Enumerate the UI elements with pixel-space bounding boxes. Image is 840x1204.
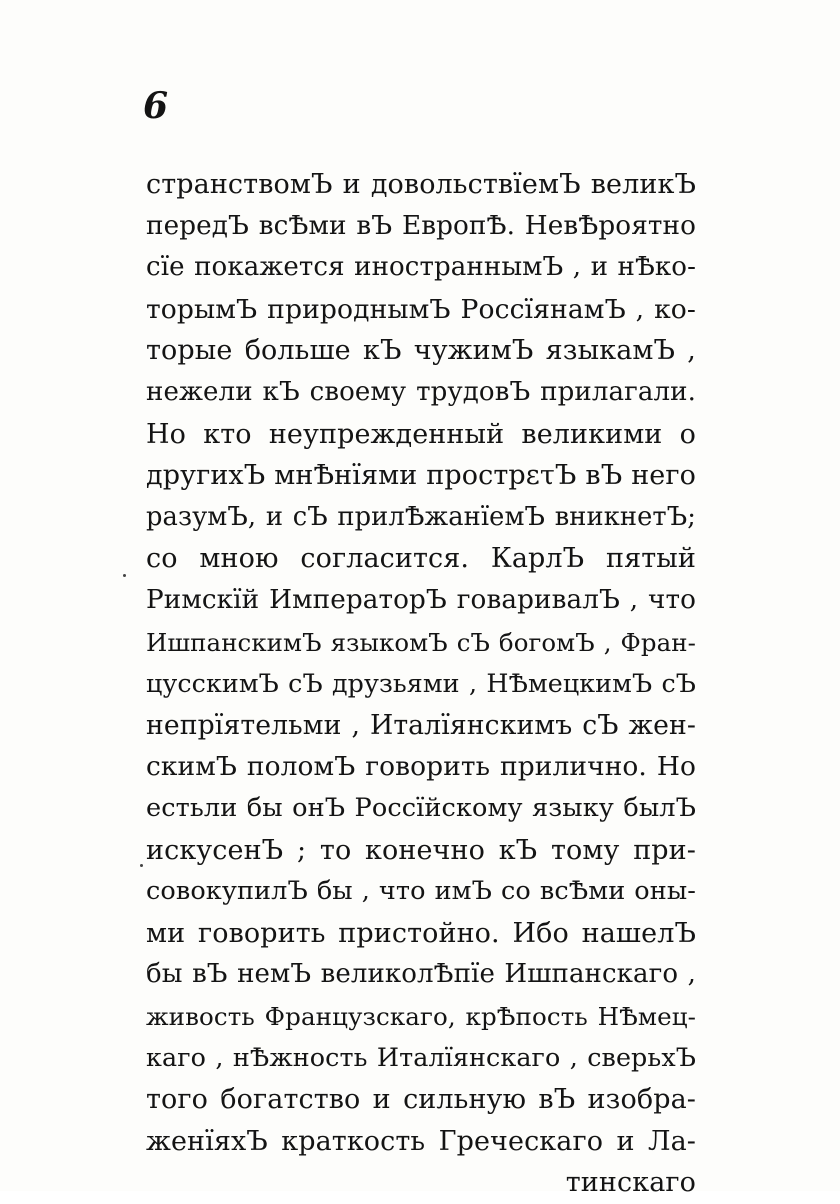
body-text <box>146 164 696 1204</box>
text-line: непрїятельми , Италїянскимъ сЪ жен- <box>146 709 696 741</box>
text-line: передЪ всѢми вЪ ЕвропѢ. НевѢроятно <box>146 210 696 241</box>
text-line: женїяхЪ краткость Греческаго и Ла- <box>146 1125 696 1157</box>
text-line: совокупилЪ бы , что имЪ со всѢми оны- <box>146 876 696 907</box>
text-line: со мною согласится. КарлЪ пятый <box>146 543 696 575</box>
page-number: 6 <box>143 85 169 127</box>
text-line: Но кто неупрежденный великими о <box>146 418 696 450</box>
text-line: сїе покажется иностраннымЪ , и нѢко- <box>146 252 696 283</box>
text-line: искусенЪ ; то конечно кЪ тому при- <box>146 834 696 866</box>
text-line: того богатство и сильную вЪ изобра- <box>146 1084 696 1116</box>
text-line: каго , нѢжность Италїянскаго , сверьхЪ <box>146 1042 696 1073</box>
text-line: разумЪ, и сЪ прилѢжанїемЪ вникнетЪ; <box>146 501 696 532</box>
text-line: Римскїй ИмператорЪ говаривалЪ , что <box>146 584 696 615</box>
text-line: цусскимЪ сЪ друзьями , НѢмецкимЪ сЪ <box>146 668 696 699</box>
text-line: нежели кЪ своему трудовЪ прилагали. <box>146 376 696 407</box>
text-line: естьли бы онЪ Россїйскому языку былЪ <box>146 792 696 823</box>
text-line: ми говорить пристойно. Ибо нашелЪ <box>146 917 696 949</box>
print-speck <box>123 574 126 577</box>
text-line: живость Французскаго, крѢпость НѢмец- <box>146 1001 696 1031</box>
catchword: тинскаго <box>565 1167 696 1199</box>
text-line: торымЪ природнымЪ РоссїянамЪ , ко- <box>146 293 696 325</box>
text-line: бы вЪ немЪ великолѢпїе Ишпанскаго , <box>146 959 696 990</box>
text-line: скимЪ поломЪ говорить прилично. Но <box>146 751 696 783</box>
text-line: торые больше кЪ чужимЪ языкамЪ , <box>146 335 696 367</box>
text-line: ИшпанскимЪ языкомЪ сЪ богомЪ , Фран- <box>146 627 696 657</box>
print-speck <box>140 864 143 867</box>
text-line: странствомЪ и довольствїемЪ великЪ <box>146 169 696 200</box>
text-line: другихЪ мнѢнїями прострετЪ вЪ него <box>146 460 696 492</box>
